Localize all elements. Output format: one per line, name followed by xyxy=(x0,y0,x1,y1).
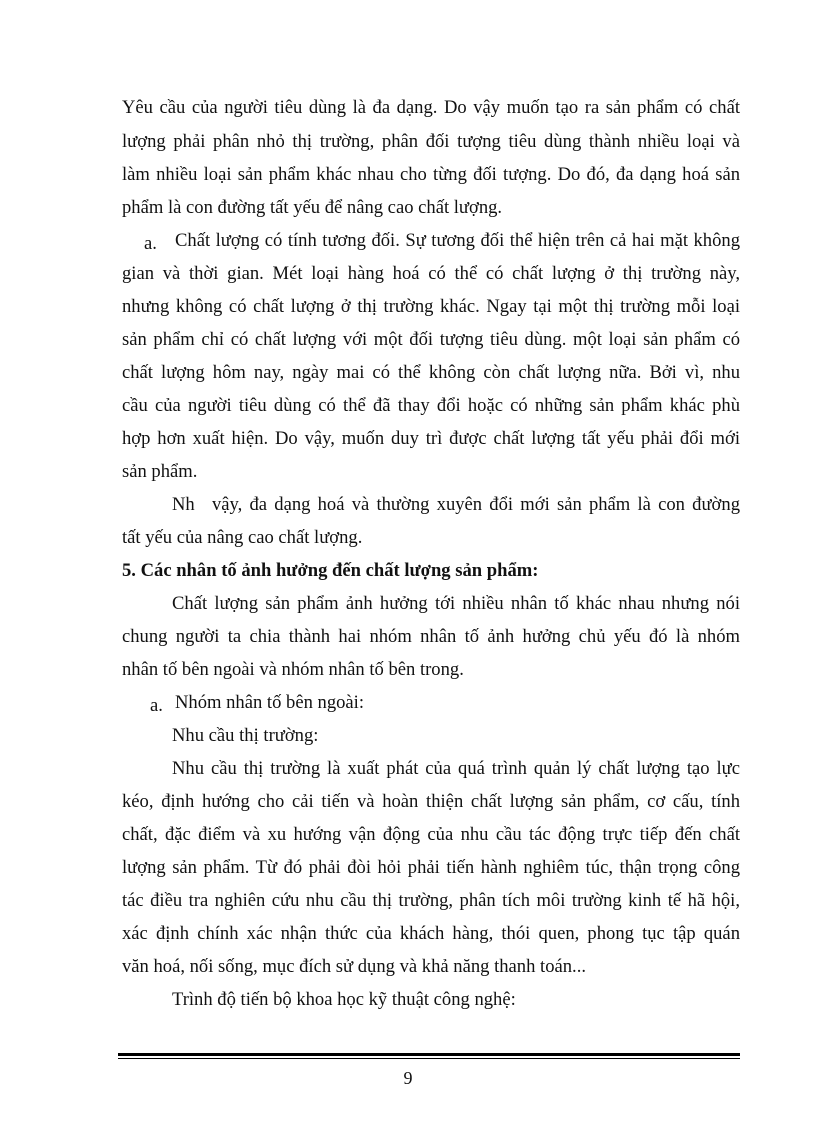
footer-rule-thin xyxy=(118,1058,740,1059)
text-line: Yêu cầu của người tiêu dùng là đa dạng. Do vậy muốn tạo ra sản phẩm có chất xyxy=(122,97,740,118)
text-line: lượng phải phân nhỏ thị trường, phân đối tượng tiêu dùng thành nhiều loại và xyxy=(122,131,740,152)
text-line: văn hoá, nối sống, mục đích sử dụng và khả năng thanh toán... xyxy=(122,956,586,977)
text-line: tác điều tra nghiên cứu nhu cầu thị trường, phân tích môi trường kinh tế hã hội, xyxy=(122,890,740,911)
page-number: 9 xyxy=(403,1068,413,1088)
text-line: nhưng không có chất lượng ở thị trường khác. Ngay tại một thị trường mỗi loại xyxy=(122,296,740,317)
subheading: Trình độ tiến bộ khoa học kỹ thuật công nghệ: xyxy=(172,989,516,1010)
subheading: Nhóm nhân tố bên ngoài: xyxy=(175,692,365,713)
text-line: kéo, định hướng cho cải tiến và hoàn thiện chất lượng sản phẩm, cơ cấu, tính xyxy=(122,791,740,812)
list-marker: a. xyxy=(150,695,163,716)
text-line: phẩm là con đường tất yếu để nâng cao chất lượng. xyxy=(122,197,503,218)
text-line: chất, đặc điểm và xu hướng vận động của nhu cầu tác động trực tiếp đến chất xyxy=(122,824,740,845)
text-line: tất yếu của nâng cao chất lượng. xyxy=(122,527,363,548)
text-line: chất lượng hôm nay, ngày mai có thể không còn chất lượng nữa. Bởi vì, nhu xyxy=(122,362,740,383)
text-line: gian và thời gian. Mét loại hàng hoá có thể có chất lượng ở thị trường này, xyxy=(122,263,740,284)
text-line: sản phẩm chỉ có chất lượng với một đối tượng tiêu dùng. một loại sản phẩm có xyxy=(122,329,740,350)
subheading: Nhu cầu thị trường: xyxy=(172,725,319,746)
text-line: Chất lượng sản phẩm ảnh hưởng tới nhiều nhân tố khác nhau nhưng nói xyxy=(172,593,740,614)
text-line: Chất lượng có tính tương đối. Sự tương đối thể hiện trên cả hai mặt không xyxy=(175,230,740,251)
text-fragment: Nh xyxy=(172,494,195,515)
text-line: lượng sản phẩm. Từ đó phải đòi hỏi phải tiến hành nghiêm túc, thận trọng công xyxy=(122,857,740,878)
footer-rule xyxy=(118,1053,740,1056)
text-line: Nhu cầu thị trường là xuất phát của quá trình quản lý chất lượng tạo lực xyxy=(172,758,740,779)
text-line: hợp hơn xuất hiện. Do vậy, muốn duy trì được chất lượng tất yếu phải đổi mới xyxy=(122,428,740,449)
section-heading: 5. Các nhân tố ảnh hưởng đến chất lượng sản phẩm: xyxy=(122,560,539,581)
text-line: sản phẩm. xyxy=(122,461,198,482)
text-line: chung người ta chia thành hai nhóm nhân tố ảnh hưởng chủ yếu đó là nhóm xyxy=(122,626,740,647)
text-line: nhân tố bên ngoài và nhóm nhân tố bên trong. xyxy=(122,659,464,680)
text-line: cầu của người tiêu dùng có thể đã thay đổi hoặc có những sản phẩm khác phù xyxy=(122,395,740,416)
text-line: xác định chính xác nhận thức của khách hàng, thói quen, phong tục tập quán xyxy=(122,923,740,944)
text-line: làm nhiều loại sản phẩm khác nhau cho từng đối tượng. Do đó, đa dạng hoá sản xyxy=(122,164,740,185)
text-line: vậy, đa dạng hoá và thường xuyên đổi mới sản phẩm là con đường xyxy=(212,494,740,515)
list-marker: a. xyxy=(144,233,157,254)
